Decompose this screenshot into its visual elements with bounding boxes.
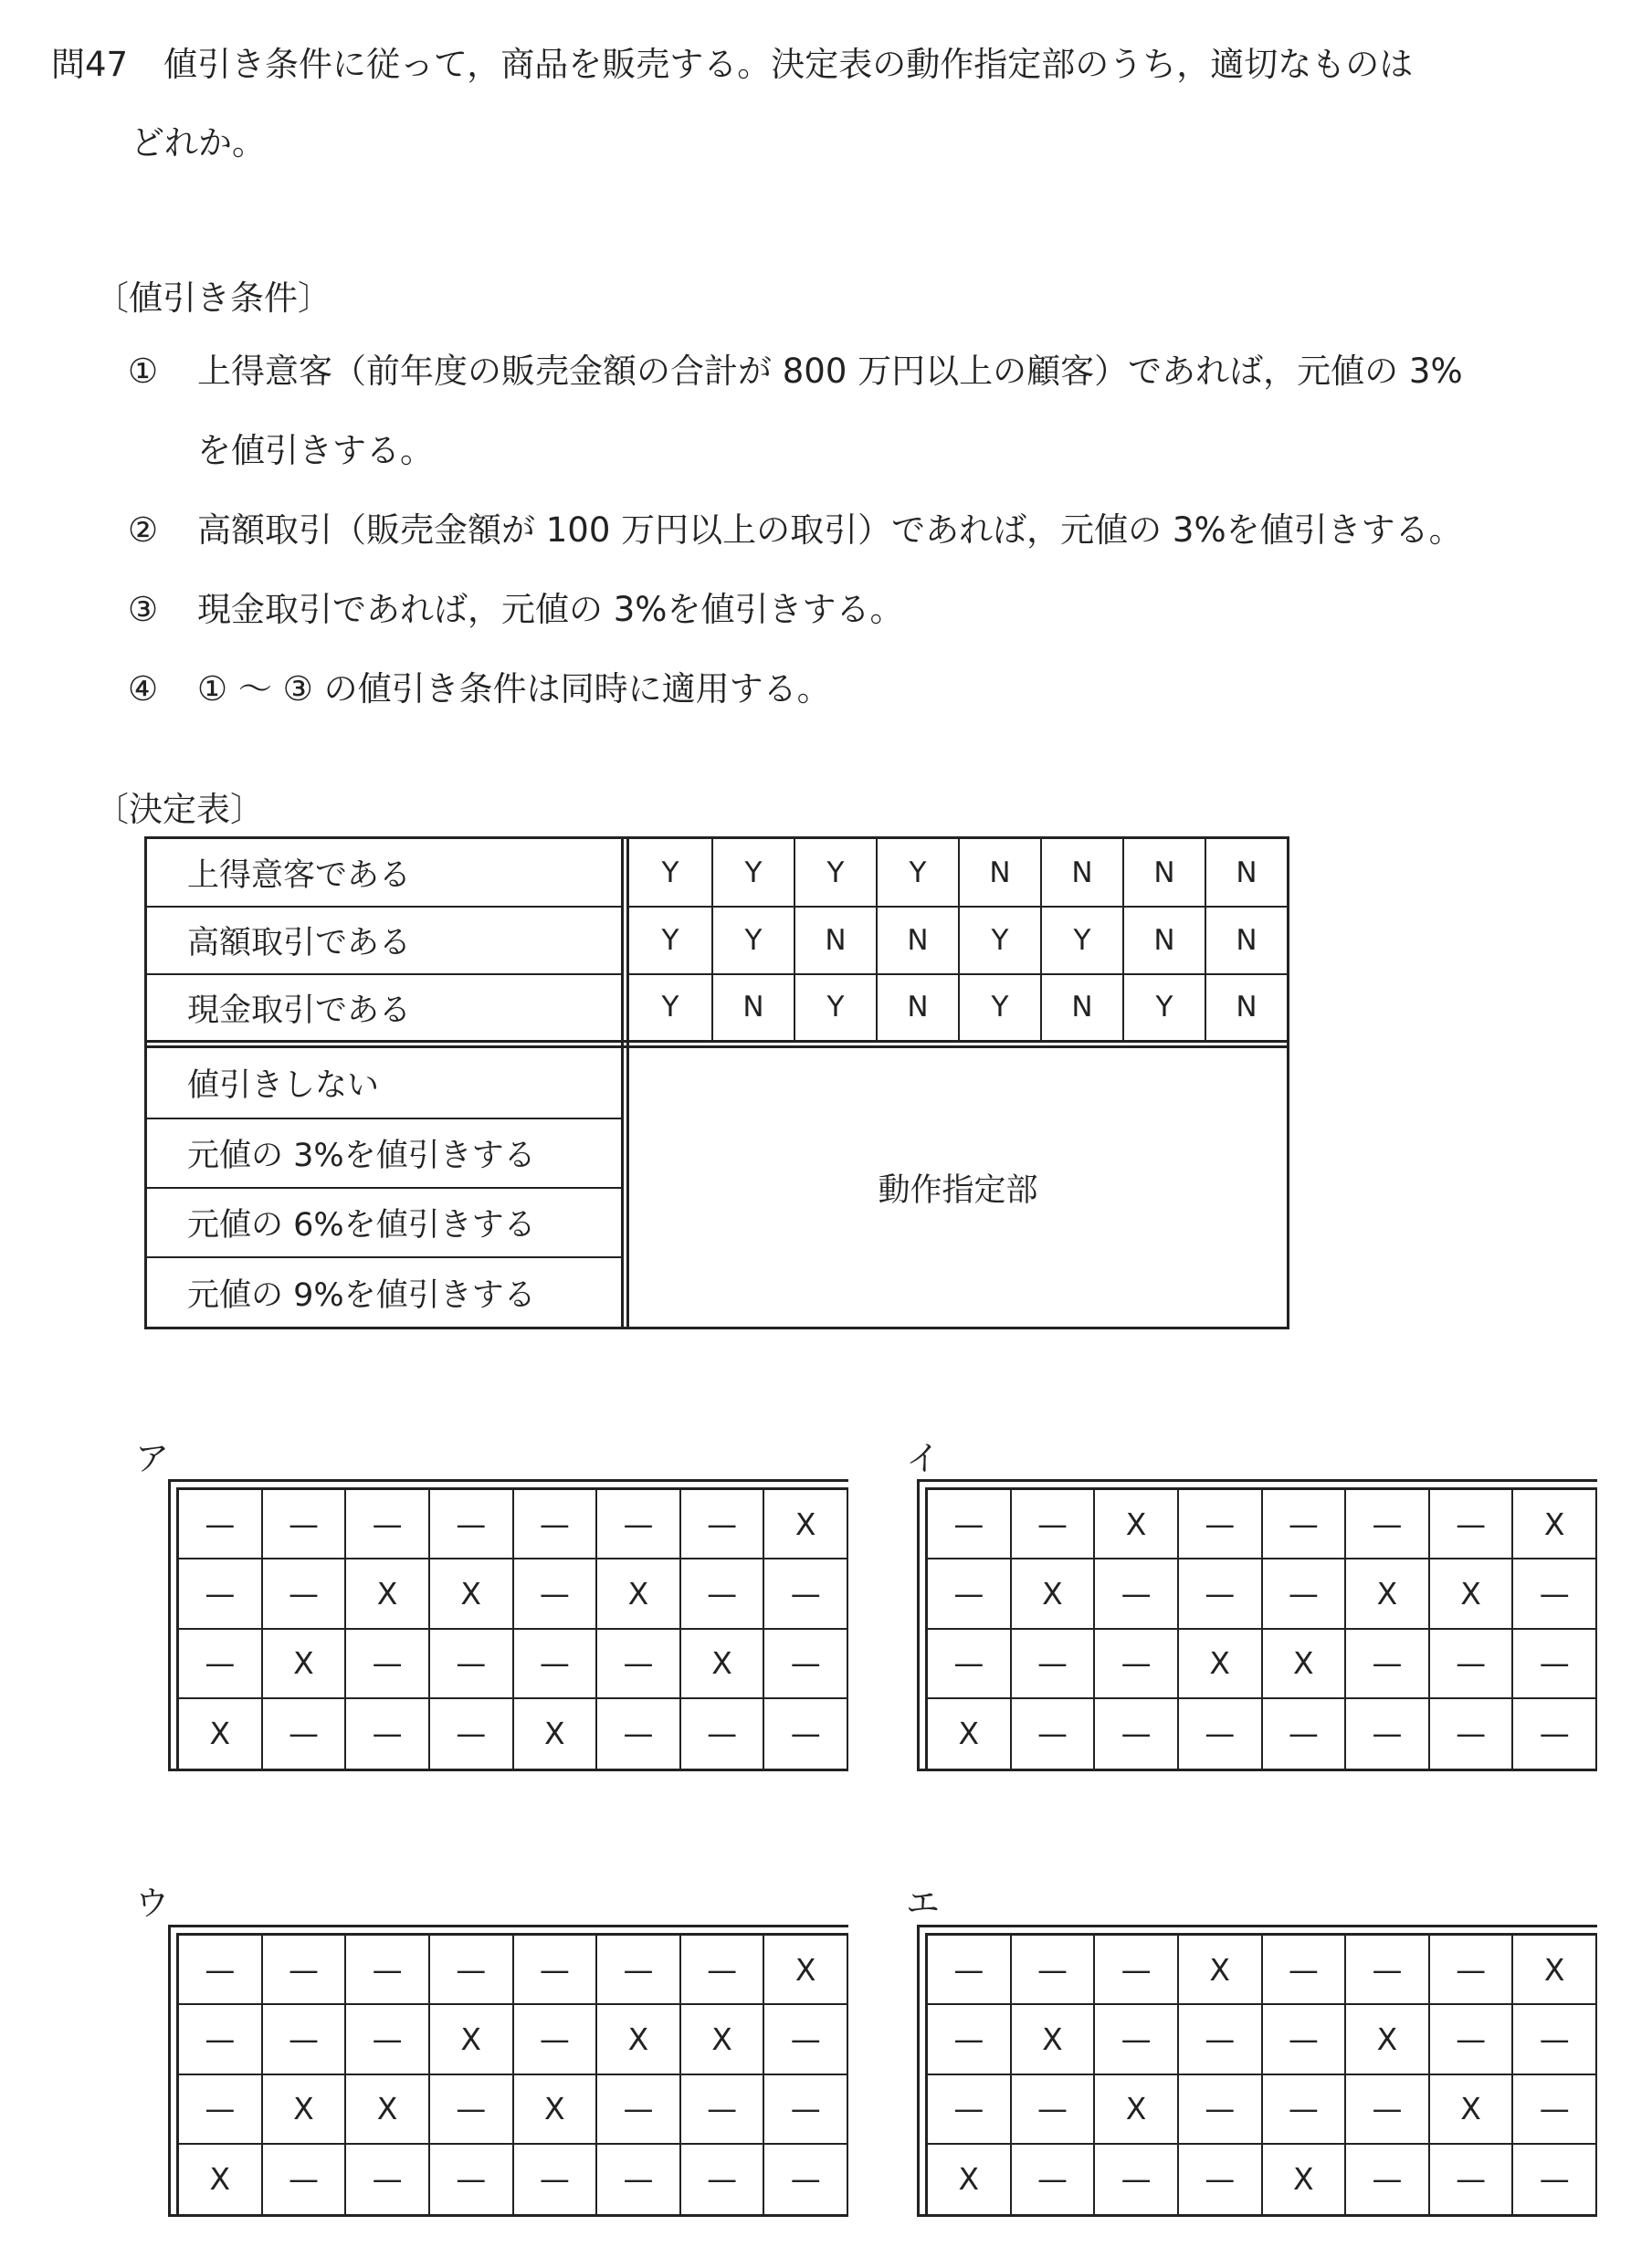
option-e-table	[917, 1925, 1597, 2217]
condition-entry-cell: Y	[711, 839, 794, 906]
action-entry-cell: —	[179, 1559, 263, 1629]
action-entry-cell: —	[764, 2075, 848, 2145]
condition-number: ④	[128, 669, 159, 709]
condition-entry-cell: N	[1040, 839, 1122, 906]
action-entry-cell: X	[1012, 2005, 1096, 2074]
action-entry-cell: —	[263, 1490, 347, 1559]
action-entry-cell: —	[1513, 1699, 1597, 1769]
action-entry-cell: —	[1346, 1936, 1430, 2005]
action-entry-cell: —	[1012, 2145, 1096, 2214]
action-entry-cell: —	[928, 1936, 1012, 2005]
condition-entry-cell: Y	[629, 906, 711, 972]
action-entry-cell: X	[597, 1559, 681, 1629]
double-line-vertical	[621, 839, 629, 1327]
action-entry-cell: —	[1513, 1559, 1597, 1629]
action-entry-cell: —	[430, 2075, 514, 2145]
condition-entry-cell: Y	[876, 839, 958, 906]
action-entry-cell: —	[681, 1559, 765, 1629]
action-entry-cell: —	[681, 1699, 765, 1769]
condition-entry-cell: N	[1122, 906, 1205, 972]
condition-text: ① ～ ③ の値引き条件は同時に適用する。	[197, 669, 831, 709]
action-entry-cell: X	[1513, 1490, 1597, 1559]
action-entry-cell: X	[1513, 1936, 1597, 2005]
action-entry-cell: —	[764, 1630, 848, 1699]
action-entry-cell: —	[430, 2145, 514, 2214]
action-entry-cell: —	[263, 2145, 347, 2214]
action-entry-cell: X	[346, 1559, 430, 1629]
action-entry-cell: —	[1095, 1699, 1179, 1769]
action-entry-cell: X	[1095, 1490, 1179, 1559]
action-entry-cell: —	[346, 1630, 430, 1699]
action-entry-cell: —	[1263, 2075, 1347, 2145]
condition-entry-cell: Y	[661, 856, 679, 889]
action-entry-cell: —	[514, 2145, 598, 2214]
action-entry-cell: —	[597, 1936, 681, 2005]
action-entry-cell: —	[597, 2145, 681, 2214]
action-entry-cell: —	[764, 2005, 848, 2074]
action-entry-cell: —	[346, 2005, 430, 2074]
action-entry-cell: —	[597, 1630, 681, 1699]
action-entry-cell: —	[1346, 2075, 1430, 2145]
action-entry-cell: —	[1513, 2075, 1597, 2145]
condition-entry-cell: N	[958, 839, 1040, 906]
action-entry-cell: X	[1095, 2075, 1179, 2145]
decision-table-title: 〔決定表〕	[95, 790, 264, 829]
action-entry-cell: —	[1012, 1630, 1096, 1699]
condition-entry-cell: Y	[794, 973, 876, 1040]
action-entry-cell: X	[430, 2005, 514, 2074]
condition-stub: 高額取引である	[147, 906, 621, 973]
condition-text: 現金取引であれば，元値の 3%を値引きする。	[197, 590, 904, 629]
double-line-horizontal	[147, 1040, 1287, 1048]
question-text-line1: 値引き条件に従って，商品を販売する。決定表の動作指定部のうち，適切なものは	[163, 45, 1414, 84]
action-entry-cell: —	[681, 2145, 765, 2214]
condition-entry-cell: Y	[629, 973, 711, 1040]
action-entry-cell: —	[1513, 2005, 1597, 2074]
action-entry-cell: —	[1179, 2075, 1263, 2145]
action-entry-cell: —	[928, 2005, 1012, 2074]
action-stub: 元値の 3%を値引きする	[147, 1118, 621, 1187]
action-entry-cell: —	[1263, 2005, 1347, 2074]
action-entry-cell: —	[928, 1559, 1012, 1629]
action-entry-cell: —	[514, 1630, 598, 1699]
condition-stub: 上得意客である	[187, 856, 412, 894]
option-u-table	[168, 1925, 848, 2217]
action-entry-cell: —	[1346, 2145, 1430, 2214]
action-entry-cell: —	[681, 1936, 765, 2005]
action-entry-cell: X	[681, 1630, 765, 1699]
condition-entry-cell: Y	[794, 839, 876, 906]
action-entry-cell: —	[764, 2145, 848, 2214]
action-entry-cell: —	[1095, 1630, 1179, 1699]
action-entry-cell: —	[1430, 2145, 1514, 2214]
action-entry-cell: —	[928, 1490, 1012, 1559]
condition-entry-cell: Y	[711, 906, 794, 972]
action-entry-cell: —	[1430, 1490, 1514, 1559]
action-entry-cell: —	[1179, 2005, 1263, 2074]
action-entry-cell: —	[1012, 1699, 1096, 1769]
condition-entry-cell: N	[1205, 973, 1287, 1040]
action-entry-cell: —	[1263, 1699, 1347, 1769]
action-entry-cell: —	[1012, 1936, 1096, 2005]
condition-item-3	[128, 583, 903, 636]
decision-table	[144, 836, 1289, 1329]
question-stem	[51, 38, 1413, 91]
action-entry-cell: —	[179, 2005, 263, 2074]
action-entry-cell: —	[1346, 1699, 1430, 1769]
discount-conditions-title: 〔値引き条件〕	[95, 278, 331, 318]
action-entry-cell: —	[928, 1630, 1012, 1699]
option-label-u: ウ	[135, 1884, 169, 1923]
action-entry-cell: X	[514, 2075, 598, 2145]
action-entry-cell: —	[430, 1490, 514, 1559]
condition-number: ①	[128, 352, 159, 391]
action-entry-cell: —	[1346, 1630, 1430, 1699]
question-text-line2: どれか。	[131, 123, 266, 163]
action-entry-cell: —	[597, 1699, 681, 1769]
condition-text: 高額取引（販売金額が 100 万円以上の取引）であれば，元値の 3%を値引きする。	[197, 510, 1463, 550]
action-entry-cell: —	[1095, 1936, 1179, 2005]
action-entry-cell: —	[1012, 1490, 1096, 1559]
action-entry-cell: —	[1430, 1936, 1514, 2005]
option-i-table	[917, 1479, 1597, 1771]
action-entry-cell: —	[263, 1699, 347, 1769]
action-entry-cell: —	[1179, 1559, 1263, 1629]
action-entry-cell: —	[514, 1936, 598, 2005]
action-entry-cell: —	[1179, 1699, 1263, 1769]
action-entry-cell: —	[179, 2075, 263, 2145]
action-entry-cell: —	[1430, 1699, 1514, 1769]
action-entry-cell: X	[764, 1490, 848, 1559]
action-entry-cell: X	[514, 1699, 598, 1769]
action-entry-cell: —	[346, 1936, 430, 2005]
action-entry-cell: —	[430, 1699, 514, 1769]
condition-entry-cell: N	[876, 973, 958, 1040]
condition-entry-cell: Y	[1040, 906, 1122, 972]
condition-entry-cell: Y	[1122, 973, 1205, 1040]
action-entry-area-label: 動作指定部	[878, 1171, 1038, 1209]
action-entry-cell: X	[179, 2145, 263, 2214]
action-entry-cell: —	[1263, 1490, 1347, 1559]
action-entry-cell: X	[1430, 2075, 1514, 2145]
action-entry-cell: —	[346, 1699, 430, 1769]
action-entry-cell: X	[263, 2075, 347, 2145]
condition-entry-cell: N	[1205, 839, 1287, 906]
action-entry-cell: —	[430, 1630, 514, 1699]
condition-entries	[629, 839, 1287, 1040]
action-entry-cell: —	[681, 1490, 765, 1559]
condition-text: 上得意客（前年度の販売金額の合計が 800 万円以上の顧客）であれば，元値の 3%	[197, 352, 1463, 391]
action-entry-cell: —	[928, 2075, 1012, 2145]
action-entry-cell: —	[179, 1936, 263, 2005]
action-entry-cell: X	[928, 2145, 1012, 2214]
action-entry-cell: —	[764, 1559, 848, 1629]
action-entry-cell: —	[1095, 1559, 1179, 1629]
action-entry-cell: X	[1179, 1936, 1263, 2005]
condition-item-2	[128, 504, 1463, 557]
action-entry-cell: —	[1095, 2145, 1179, 2214]
action-entry-cell: —	[346, 1490, 430, 1559]
condition-entry-cell: Y	[958, 973, 1040, 1040]
action-entry-cell: —	[1513, 2145, 1597, 2214]
action-entry-cell: X	[597, 2005, 681, 2074]
action-entry-cell: —	[597, 2075, 681, 2145]
action-entry-cell: X	[764, 1936, 848, 2005]
action-entry-cell: —	[1430, 1630, 1514, 1699]
condition-entry-cell: N	[876, 906, 958, 972]
option-a-table	[168, 1479, 848, 1771]
action-entry-cell: —	[263, 1936, 347, 2005]
option-label-a: ア	[135, 1439, 169, 1478]
option-label-e: エ	[906, 1884, 940, 1923]
option-label-i: イ	[906, 1439, 940, 1478]
action-entry-cell: X	[1012, 1559, 1096, 1629]
condition-item-1	[128, 345, 1463, 398]
action-entry-cell: —	[1179, 1490, 1263, 1559]
action-entry-cell: X	[430, 1559, 514, 1629]
action-entry-cell: —	[514, 1559, 598, 1629]
action-entry-cell: —	[1430, 2005, 1514, 2074]
condition-number: ③	[128, 590, 159, 629]
action-entry-cell: —	[179, 1490, 263, 1559]
action-entry-cell: —	[263, 2005, 347, 2074]
action-entry-cell: —	[1263, 1936, 1347, 2005]
action-entry-cell: —	[1263, 1559, 1347, 1629]
action-stub: 元値の 6%を値引きする	[147, 1187, 621, 1256]
action-entry-cell: —	[1346, 1490, 1430, 1559]
condition-entry-cell: N	[1122, 839, 1205, 906]
action-entry-cell: —	[681, 2075, 765, 2145]
action-entry-cell: X	[346, 2075, 430, 2145]
action-entry-cell: X	[928, 1699, 1012, 1769]
condition-item-4	[128, 663, 831, 716]
question-number: 問47	[51, 45, 129, 84]
action-entry-cell: —	[1513, 1630, 1597, 1699]
action-entry-cell: X	[179, 1699, 263, 1769]
condition-number: ②	[128, 510, 159, 550]
action-entry-cell: X	[681, 2005, 765, 2074]
action-entry-cell: X	[1346, 2005, 1430, 2074]
action-entry-cell: —	[514, 2005, 598, 2074]
action-entry-cell: —	[1179, 2145, 1263, 2214]
action-entry-cell: —	[764, 1699, 848, 1769]
action-entry-cell: —	[514, 1490, 598, 1559]
condition-stub: 現金取引である	[147, 973, 621, 1040]
action-entry-cell: X	[1179, 1630, 1263, 1699]
action-entry-cell: —	[179, 1630, 263, 1699]
condition-entry-cell: N	[1205, 906, 1287, 972]
action-entry-cell: X	[1346, 1559, 1430, 1629]
action-entry-cell: —	[263, 1559, 347, 1629]
action-entry-cell: —	[430, 1936, 514, 2005]
action-entry-cell: —	[597, 1490, 681, 1559]
condition-item-1-continuation: を値引きする。	[197, 431, 434, 470]
action-entry-cell: X	[1263, 1630, 1347, 1699]
action-entry-cell: X	[1430, 1559, 1514, 1629]
condition-entry-cell: N	[1040, 973, 1122, 1040]
action-entry-cell: —	[1095, 2005, 1179, 2074]
action-stub: 値引きしない	[187, 1067, 380, 1104]
condition-entry-cell: N	[711, 973, 794, 1040]
action-entry-cell: X	[263, 1630, 347, 1699]
action-entry-cell: —	[1012, 2075, 1096, 2145]
action-stub: 元値の 9%を値引きする	[147, 1256, 621, 1327]
action-entry-cell: X	[1263, 2145, 1347, 2214]
condition-entry-cell: Y	[958, 906, 1040, 972]
condition-entry-cell: N	[794, 906, 876, 972]
action-entry-cell: —	[346, 2145, 430, 2214]
